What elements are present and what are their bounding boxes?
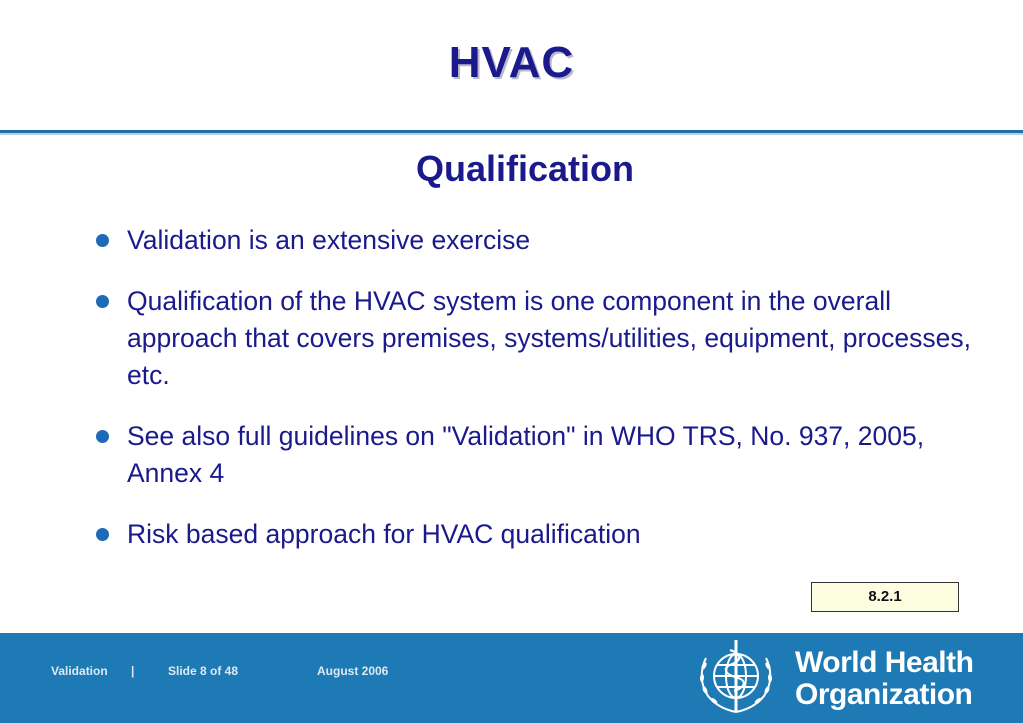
bullet-text: See also full guidelines on "Validation" in WHO TRS, No. 937, 2005, Annex 4	[127, 421, 925, 488]
reference-number-box: 8.2.1	[811, 582, 959, 612]
who-emblem-icon	[692, 636, 780, 716]
bullet-dot-icon	[96, 234, 109, 247]
bullet-item	[96, 222, 976, 259]
slide-subtitle: Qualification	[415, 148, 635, 189]
bullet-text: Validation is an extensive exercise	[127, 225, 531, 255]
footer-module: Validation	[51, 664, 108, 678]
bullet-dot-icon	[96, 430, 109, 443]
bullet-item	[96, 516, 976, 553]
bullet-item	[96, 418, 976, 492]
footer-slide-number: Slide 8 of 48	[168, 664, 239, 678]
footer-separator: |	[131, 664, 135, 678]
footer-date: August 2006	[317, 664, 389, 678]
bullet-item	[96, 283, 976, 394]
bullet-dot-icon	[96, 295, 109, 308]
bullet-text: Qualification of the HVAC system is one component in the overall approach that covers premises, systems/utilities, equipment, processes, etc.	[127, 286, 971, 390]
bullet-text: Risk based approach for HVAC qualification	[127, 519, 641, 549]
org-name-line1: World Health	[795, 646, 974, 679]
title-divider-shadow	[0, 133, 1023, 135]
slide-title: HVAC	[448, 38, 575, 87]
org-name-line2: Organization	[795, 678, 973, 711]
bullet-dot-icon	[96, 528, 109, 541]
bullet-list	[96, 222, 976, 577]
